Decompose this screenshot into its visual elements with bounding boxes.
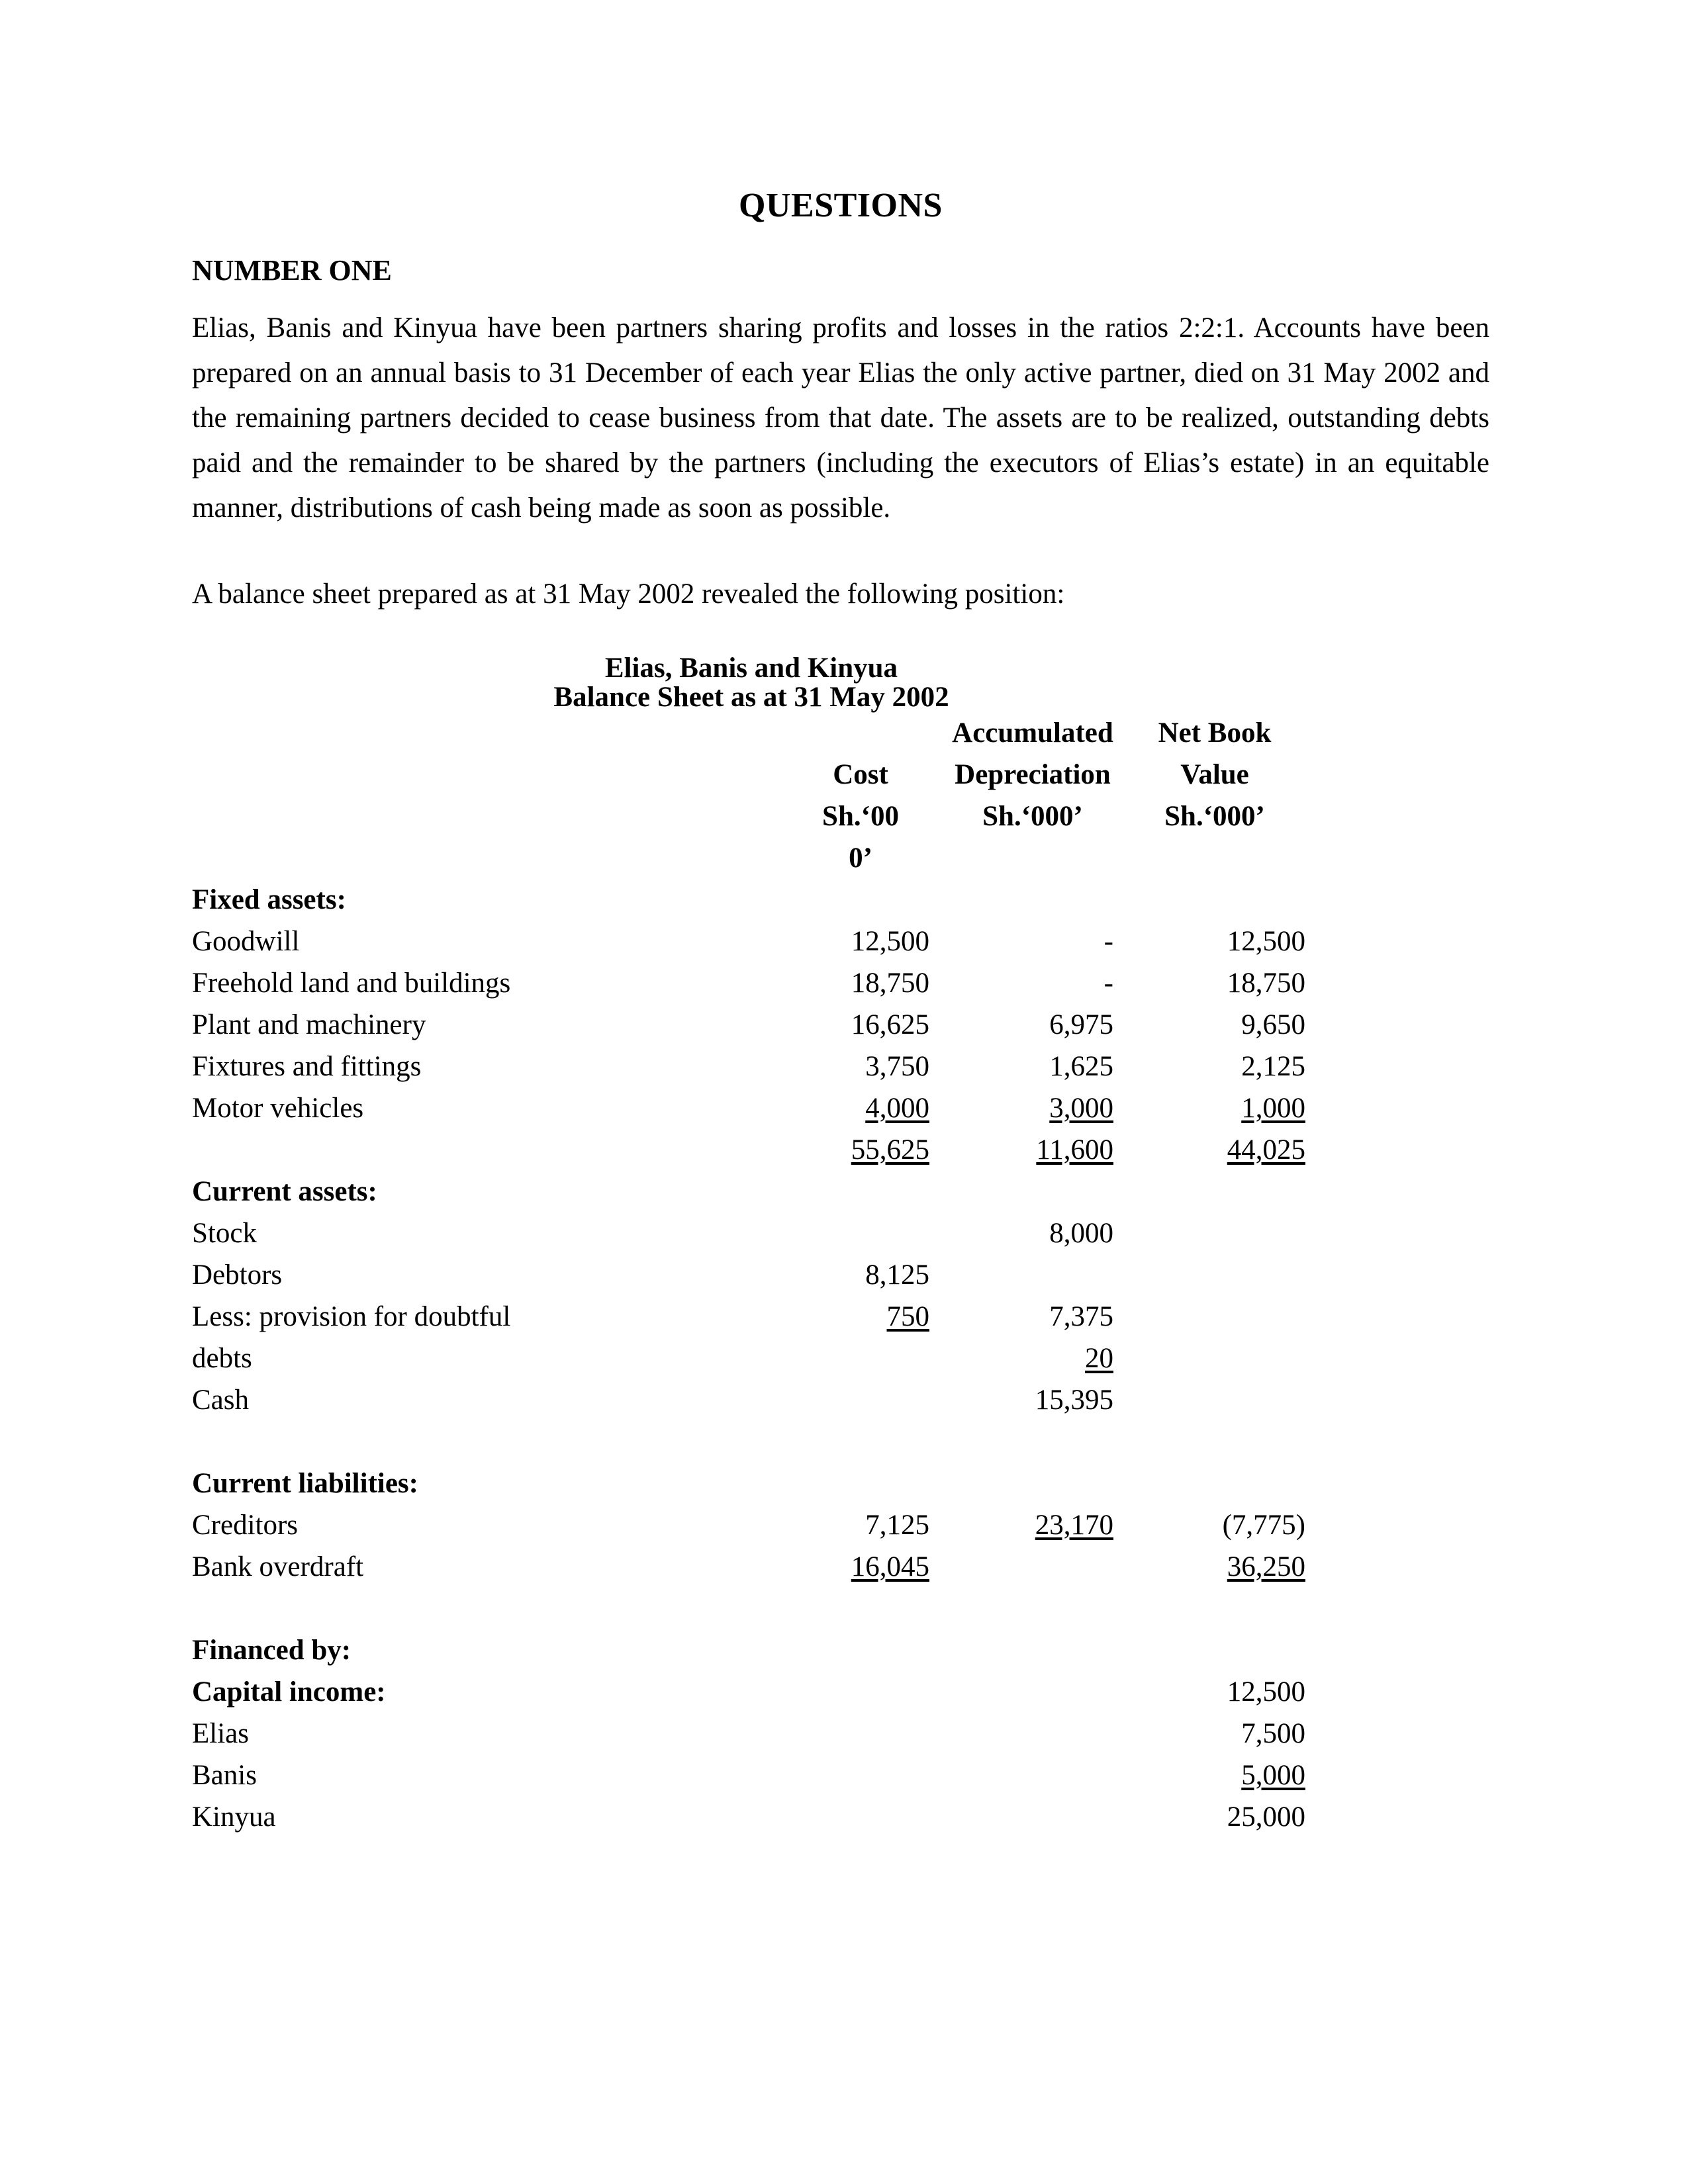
row-nbv: 2,125 xyxy=(1241,1050,1305,1082)
row-cost xyxy=(781,1087,947,1129)
table-header-row-1 xyxy=(192,712,1311,754)
section-heading-current-assets: Current assets: xyxy=(192,1175,377,1207)
table-header-row-3 xyxy=(192,796,1311,837)
header-col1-blank xyxy=(781,712,947,754)
table-row xyxy=(192,921,1311,962)
row-accdep xyxy=(947,1338,1119,1379)
row-label: Motor vehicles xyxy=(192,1092,364,1124)
total-nbv-value: 44,025 xyxy=(1227,1134,1305,1165)
row-accdep: 6,975 xyxy=(1049,1009,1113,1040)
row-nbv: 12,500 xyxy=(1227,1676,1305,1707)
row-cost-value: 750 xyxy=(886,1300,929,1332)
row-cost: 18,750 xyxy=(851,967,929,999)
table-row xyxy=(192,1087,1311,1129)
row-nbv-value: 36,250 xyxy=(1227,1551,1305,1582)
balance-sheet-titles xyxy=(192,654,1311,712)
table-total-row xyxy=(192,1129,1311,1171)
row-accdep xyxy=(947,1546,1119,1588)
total-accdep xyxy=(947,1129,1119,1171)
table-row xyxy=(192,1046,1311,1087)
row-nbv xyxy=(1119,1212,1311,1254)
header-col3-units: Sh.‘000’ xyxy=(1164,800,1265,832)
table-row xyxy=(192,1338,1311,1379)
row-label: Elias xyxy=(192,1717,249,1749)
row-cost-value: 16,045 xyxy=(851,1551,929,1582)
row-nbv xyxy=(1119,1379,1311,1421)
row-label: Stock xyxy=(192,1217,257,1249)
row-nbv: 18,750 xyxy=(1227,967,1305,999)
row-accdep-value: 23,170 xyxy=(1035,1509,1113,1541)
row-cost: 3,750 xyxy=(865,1050,929,1082)
header-cost: Cost xyxy=(833,758,888,790)
total-label xyxy=(192,1129,781,1171)
section-gap xyxy=(192,1588,1311,1629)
row-accdep xyxy=(947,1504,1119,1546)
header-spacer-4 xyxy=(192,837,781,879)
row-cost xyxy=(781,1546,947,1588)
row-label: Fixtures and fittings xyxy=(192,1050,422,1082)
row-accdep xyxy=(947,1796,1119,1838)
row-cost-value: 4,000 xyxy=(865,1092,929,1124)
row-cost xyxy=(781,1754,947,1796)
row-accdep-value: 20 xyxy=(1085,1342,1113,1374)
section-heading-row xyxy=(192,1463,1311,1504)
row-nbv: (7,775) xyxy=(1222,1509,1305,1541)
table-row xyxy=(192,1254,1311,1296)
row-nbv-value: 5,000 xyxy=(1241,1759,1305,1791)
row-label: Plant and machinery xyxy=(192,1009,426,1040)
balance-sheet-lead-in: A balance sheet prepared as at 31 May 2002 revealed the following position: xyxy=(192,578,1065,610)
section-heading-row xyxy=(192,879,1311,921)
row-accdep: 7,375 xyxy=(1049,1300,1113,1332)
row-cost xyxy=(781,1338,947,1379)
table-row xyxy=(192,962,1311,1004)
table-row xyxy=(192,1379,1311,1421)
header-blank-3 xyxy=(1119,837,1311,879)
row-label: Kinyua xyxy=(192,1801,276,1833)
row-cost: 12,500 xyxy=(851,925,929,957)
header-col2-units: Sh.‘000’ xyxy=(982,800,1083,832)
row-cost xyxy=(781,1212,947,1254)
row-cost xyxy=(781,1713,947,1754)
table-row xyxy=(192,1546,1311,1588)
header-depreciation: Depreciation xyxy=(955,758,1111,790)
table-header-row-4 xyxy=(192,837,1311,879)
header-blank-2 xyxy=(947,837,1119,879)
row-accdep xyxy=(947,1254,1119,1296)
row-accdep-value: 3,000 xyxy=(1049,1092,1113,1124)
row-accdep: 1,625 xyxy=(1049,1050,1113,1082)
section-heading-fixed-assets: Fixed assets: xyxy=(192,884,346,915)
row-label: Freehold land and buildings xyxy=(192,967,511,999)
row-nbv: 9,650 xyxy=(1241,1009,1305,1040)
row-accdep: 8,000 xyxy=(1049,1217,1113,1249)
balance-sheet xyxy=(192,654,1311,1838)
total-cost-value: 55,625 xyxy=(851,1134,929,1165)
row-cost xyxy=(781,1379,947,1421)
row-label: Cash xyxy=(192,1384,249,1416)
row-nbv xyxy=(1119,1296,1311,1338)
table-row xyxy=(192,1796,1311,1838)
balance-sheet-entity: Elias, Banis and Kinyua xyxy=(604,652,898,684)
row-label: Capital income: xyxy=(192,1676,386,1707)
row-cost: 8,125 xyxy=(865,1259,929,1291)
balance-sheet-table xyxy=(192,712,1311,1838)
row-label: Creditors xyxy=(192,1509,299,1541)
section-heading-number-one: NUMBER ONE xyxy=(192,254,392,287)
table-row xyxy=(192,1754,1311,1796)
row-cost xyxy=(781,1796,947,1838)
row-nbv xyxy=(1119,1254,1311,1296)
header-spacer-3 xyxy=(192,796,781,837)
total-nbv xyxy=(1119,1129,1311,1171)
header-spacer-2 xyxy=(192,754,781,796)
row-accdep: 15,395 xyxy=(1035,1384,1113,1416)
row-label: Debtors xyxy=(192,1259,283,1291)
row-accdep xyxy=(947,1671,1119,1713)
document-content xyxy=(192,0,1489,1838)
row-accdep: - xyxy=(1103,925,1113,957)
row-nbv xyxy=(1119,1754,1311,1796)
row-label: Goodwill xyxy=(192,925,300,957)
section-heading-current-liabilities: Current liabilities: xyxy=(192,1467,418,1499)
row-label: Banis xyxy=(192,1759,257,1791)
row-nbv xyxy=(1119,1087,1311,1129)
row-cost: 16,625 xyxy=(851,1009,929,1040)
total-accdep-value: 11,600 xyxy=(1036,1134,1113,1165)
table-row xyxy=(192,1212,1311,1254)
table-header-row-2 xyxy=(192,754,1311,796)
row-label: debts xyxy=(192,1342,252,1374)
row-accdep: - xyxy=(1103,967,1113,999)
section-heading-row xyxy=(192,1629,1311,1671)
intro-paragraph: Elias, Banis and Kinyua have been partners sharing profits and losses in the ratios 2:2:1. Accounts have been prepared on an annual basis to 31 December of each year Elias the only active partner, died on 31 May 2002 and the remaining partners decided to cease business from that date. The assets are to be realized, outstanding debts paid and the remainder to be shared by the partners (including the executors of Elias’s estate) in an equitable manner, distributions of cash being made as soon as possible. xyxy=(192,312,1489,523)
table-row xyxy=(192,1004,1311,1046)
row-nbv-value: 1,000 xyxy=(1241,1092,1305,1124)
header-accumulated: Accumulated xyxy=(952,717,1113,749)
row-label: Less: provision for doubtful xyxy=(192,1300,511,1332)
section-heading-financed-by: Financed by: xyxy=(192,1634,352,1666)
row-nbv: 7,500 xyxy=(1241,1717,1305,1749)
row-cost: 7,125 xyxy=(865,1509,929,1541)
row-label: Bank overdraft xyxy=(192,1551,364,1582)
header-col1-units: Sh.‘00 xyxy=(822,800,899,832)
row-accdep xyxy=(947,1754,1119,1796)
row-nbv xyxy=(1119,1338,1311,1379)
table-row xyxy=(192,1296,1311,1338)
row-nbv: 25,000 xyxy=(1227,1801,1305,1833)
row-accdep xyxy=(947,1713,1119,1754)
table-row xyxy=(192,1671,1311,1713)
header-col1-units-wrap: 0’ xyxy=(849,842,872,874)
total-cost xyxy=(781,1129,947,1171)
row-nbv xyxy=(1119,1546,1311,1588)
page-title: QUESTIONS xyxy=(739,187,943,224)
section-gap xyxy=(192,1421,1311,1463)
table-row xyxy=(192,1504,1311,1546)
header-value: Value xyxy=(1180,758,1249,790)
row-cost xyxy=(781,1296,947,1338)
header-net-book: Net Book xyxy=(1158,717,1272,749)
row-cost xyxy=(781,1671,947,1713)
table-row xyxy=(192,1713,1311,1754)
row-accdep xyxy=(947,1087,1119,1129)
row-nbv: 12,500 xyxy=(1227,925,1305,957)
balance-sheet-statement-title: Balance Sheet as at 31 May 2002 xyxy=(553,681,949,713)
header-spacer xyxy=(192,712,781,754)
section-heading-row xyxy=(192,1171,1311,1212)
